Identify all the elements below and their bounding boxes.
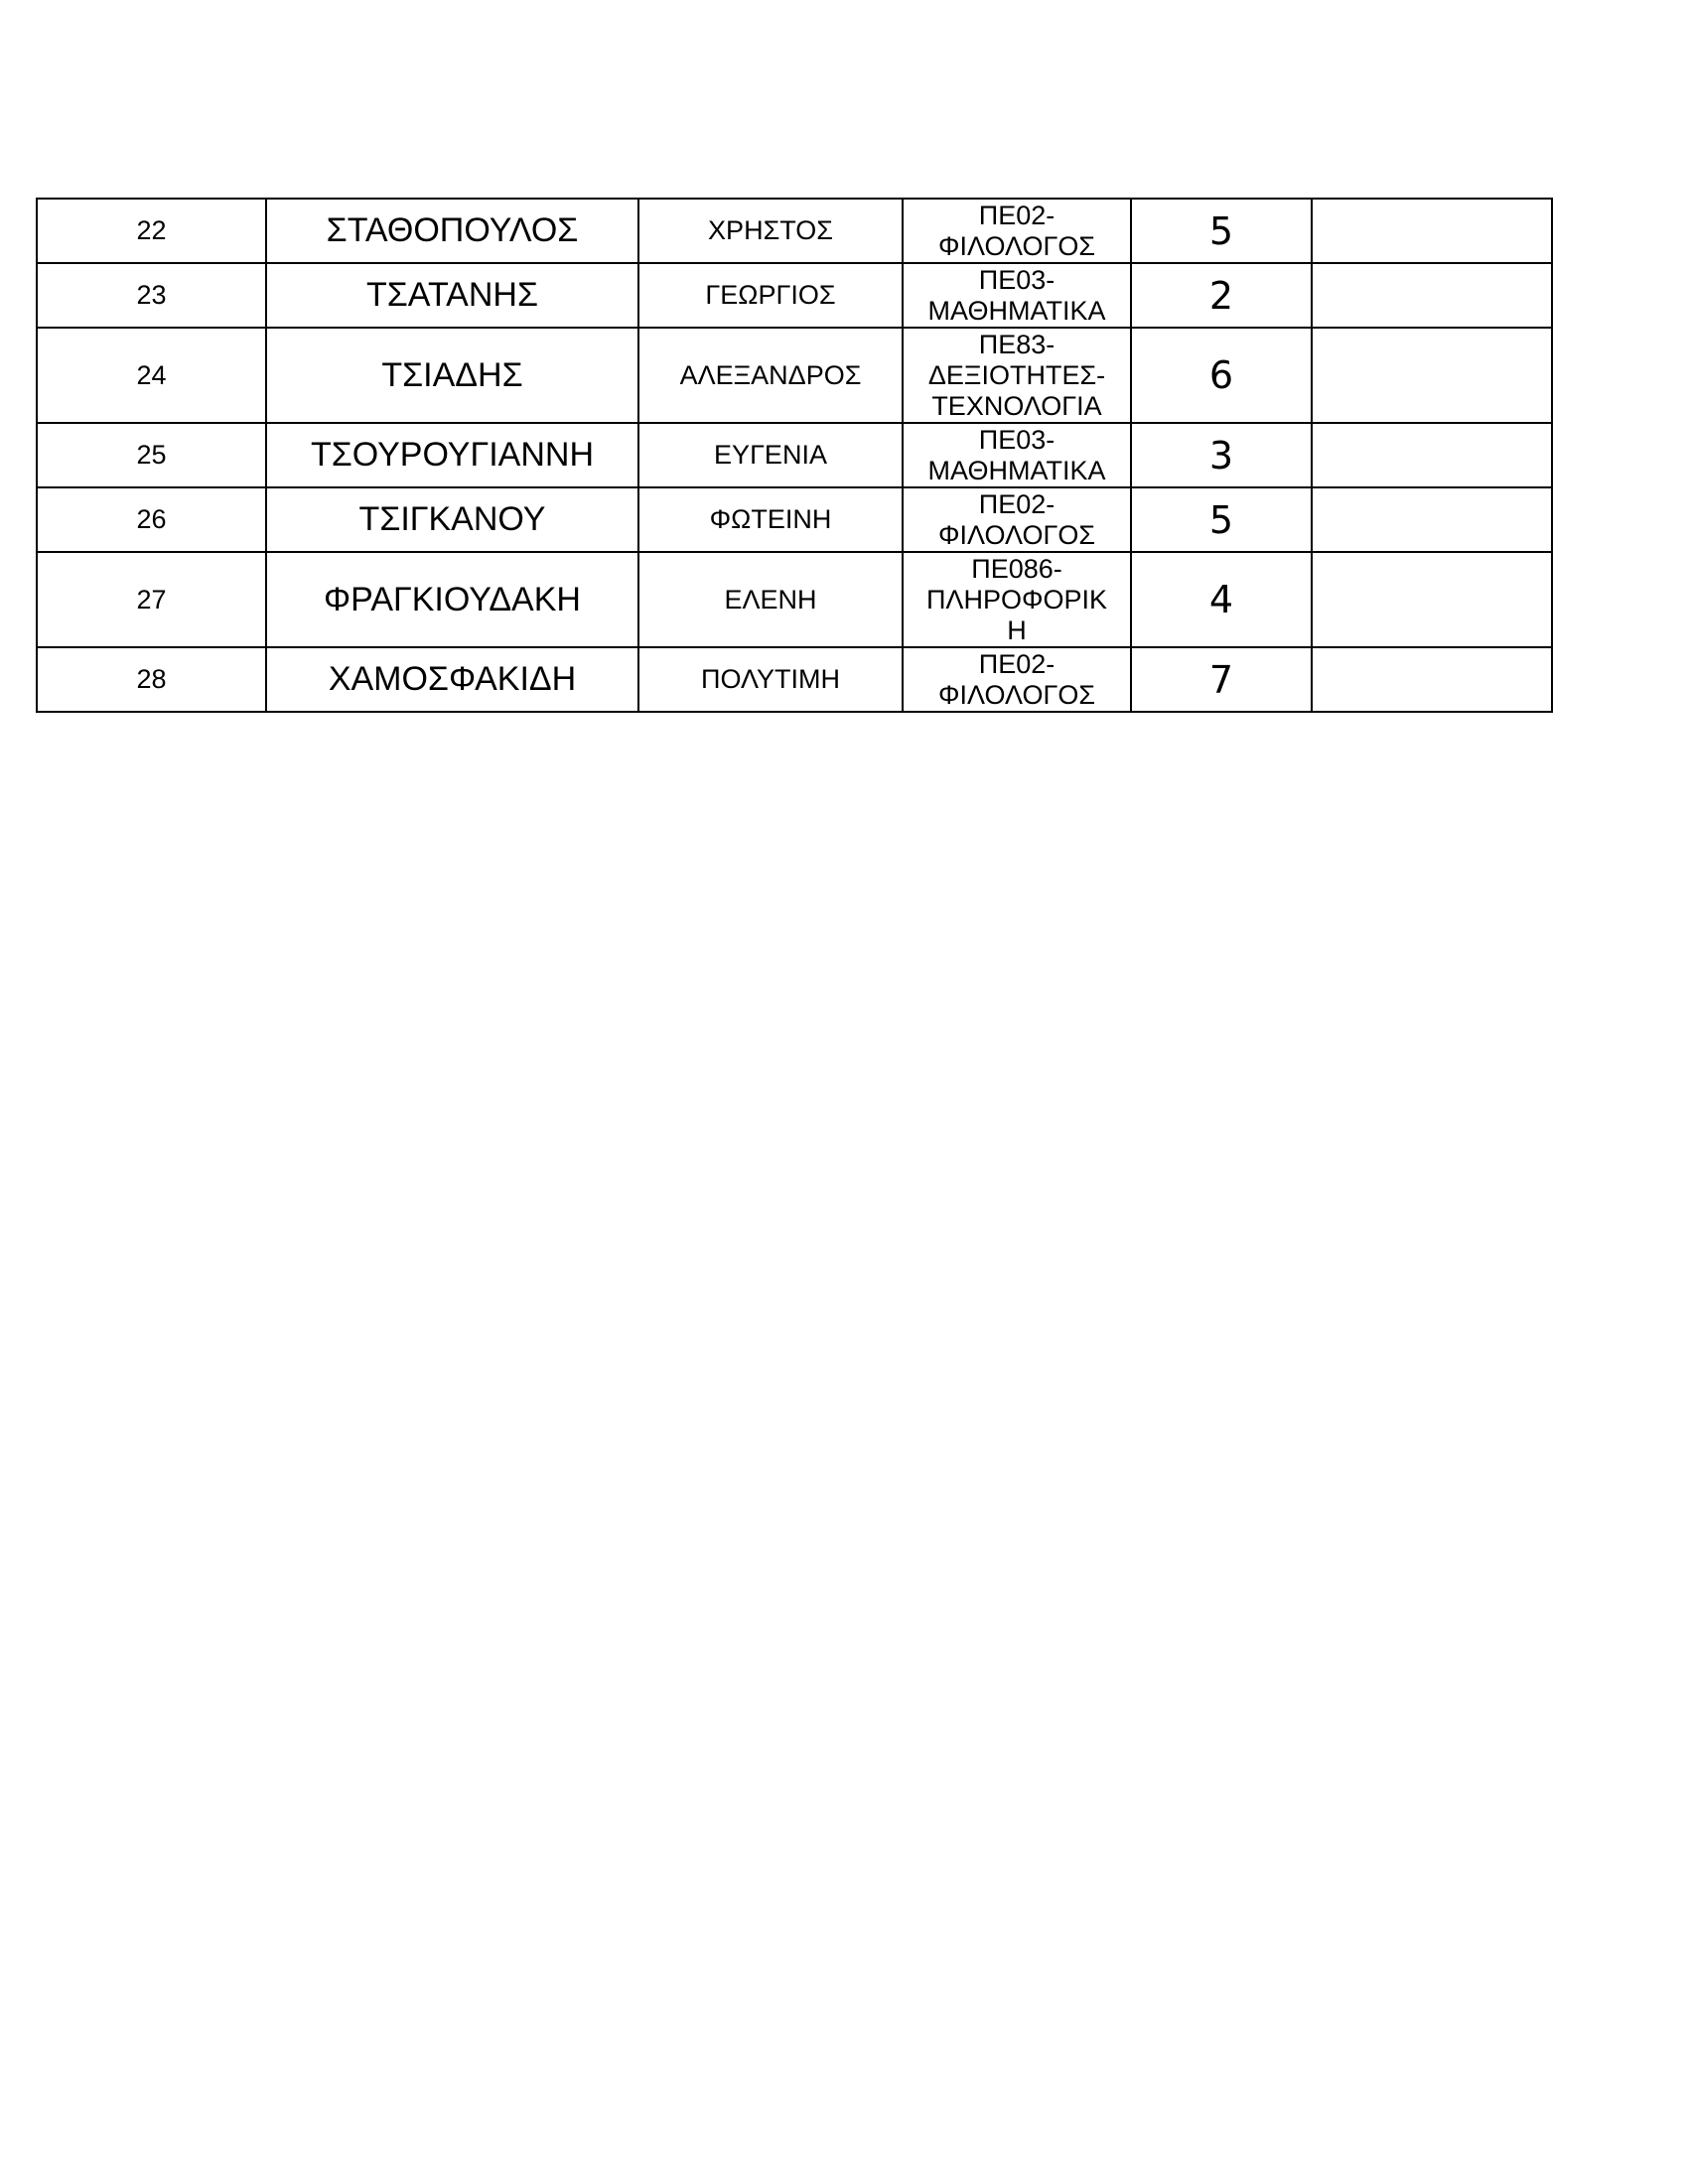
table-row (37, 487, 1552, 552)
surname: ΤΣΙΓΚΑΝΟΥ (266, 487, 638, 552)
score: 3 (1131, 423, 1312, 487)
first-name: ΕΥΓΕΝΙΑ (638, 423, 903, 487)
score: 4 (1131, 552, 1312, 647)
surname: ΦΡΑΓΚΙΟΥΔΑΚΗ (266, 552, 638, 647)
surname: ΧΑΜΟΣΦΑΚΙΔΗ (266, 647, 638, 712)
specialty-line: ΠΕ02- (978, 488, 1055, 519)
specialty-line: ΦΙΛΟΛΟΓΟΣ (937, 230, 1096, 261)
specialty (903, 487, 1131, 552)
empty-cell (1312, 487, 1552, 552)
table-row (37, 647, 1552, 712)
score: 2 (1131, 263, 1312, 328)
specialty-line: ΠΕ02- (978, 200, 1055, 230)
empty-cell (1312, 263, 1552, 328)
specialty-line: ΜΑΘΗΜΑΤΙΚΑ (927, 455, 1106, 485)
specialty-line: ΠΛΗΡΟΦΟΡΙΚ (925, 584, 1108, 614)
row-number: 28 (37, 647, 266, 712)
first-name: ΓΕΩΡΓΙΟΣ (638, 263, 903, 328)
empty-cell (1312, 647, 1552, 712)
specialty (903, 552, 1131, 647)
specialty-line: ΠΕ03- (978, 424, 1055, 455)
specialty (903, 263, 1131, 328)
specialty-line: ΜΑΘΗΜΑΤΙΚΑ (927, 295, 1106, 326)
row-number: 26 (37, 487, 266, 552)
score: 6 (1131, 328, 1312, 423)
specialty (903, 199, 1131, 263)
table-row (37, 263, 1552, 328)
table-row (37, 423, 1552, 487)
first-name: ΑΛΕΞΑΝΔΡΟΣ (638, 328, 903, 423)
score: 7 (1131, 647, 1312, 712)
empty-cell (1312, 199, 1552, 263)
score: 5 (1131, 487, 1312, 552)
specialty-line: ΦΙΛΟΛΟΓΟΣ (937, 519, 1096, 550)
first-name: ΠΟΛΥΤΙΜΗ (638, 647, 903, 712)
surname: ΤΣΑΤΑΝΗΣ (266, 263, 638, 328)
first-name: ΦΩΤΕΙΝΗ (638, 487, 903, 552)
surname: ΤΣΙΑΔΗΣ (266, 328, 638, 423)
specialty-line: ΤΕΧΝΟΛΟΓΙΑ (931, 390, 1102, 421)
row-number: 23 (37, 263, 266, 328)
row-number: 27 (37, 552, 266, 647)
specialty-line: Η (1007, 614, 1027, 645)
first-name: ΕΛΕΝΗ (638, 552, 903, 647)
empty-cell (1312, 328, 1552, 423)
score: 5 (1131, 199, 1312, 263)
empty-cell (1312, 552, 1552, 647)
table-row (37, 552, 1552, 647)
first-name: ΧΡΗΣΤΟΣ (638, 199, 903, 263)
specialty (903, 328, 1131, 423)
roster-table (36, 198, 1553, 713)
specialty (903, 423, 1131, 487)
specialty-line: ΔΕΞΙΟΤΗΤΕΣ- (927, 359, 1106, 390)
surname: ΤΣΟΥΡΟΥΓΙΑΝΝΗ (266, 423, 638, 487)
specialty-line: ΦΙΛΟΛΟΓΟΣ (937, 679, 1096, 710)
specialty-line: ΠΕ086- (971, 553, 1062, 584)
row-number: 22 (37, 199, 266, 263)
specialty-line: ΠΕ03- (978, 264, 1055, 295)
specialty-line: ΠΕ83- (978, 329, 1055, 359)
empty-cell (1312, 423, 1552, 487)
specialty-line: ΠΕ02- (978, 648, 1055, 679)
row-number: 24 (37, 328, 266, 423)
table-row (37, 328, 1552, 423)
surname: ΣΤΑΘΟΠΟΥΛΟΣ (266, 199, 638, 263)
specialty (903, 647, 1131, 712)
row-number: 25 (37, 423, 266, 487)
table-row (37, 199, 1552, 263)
